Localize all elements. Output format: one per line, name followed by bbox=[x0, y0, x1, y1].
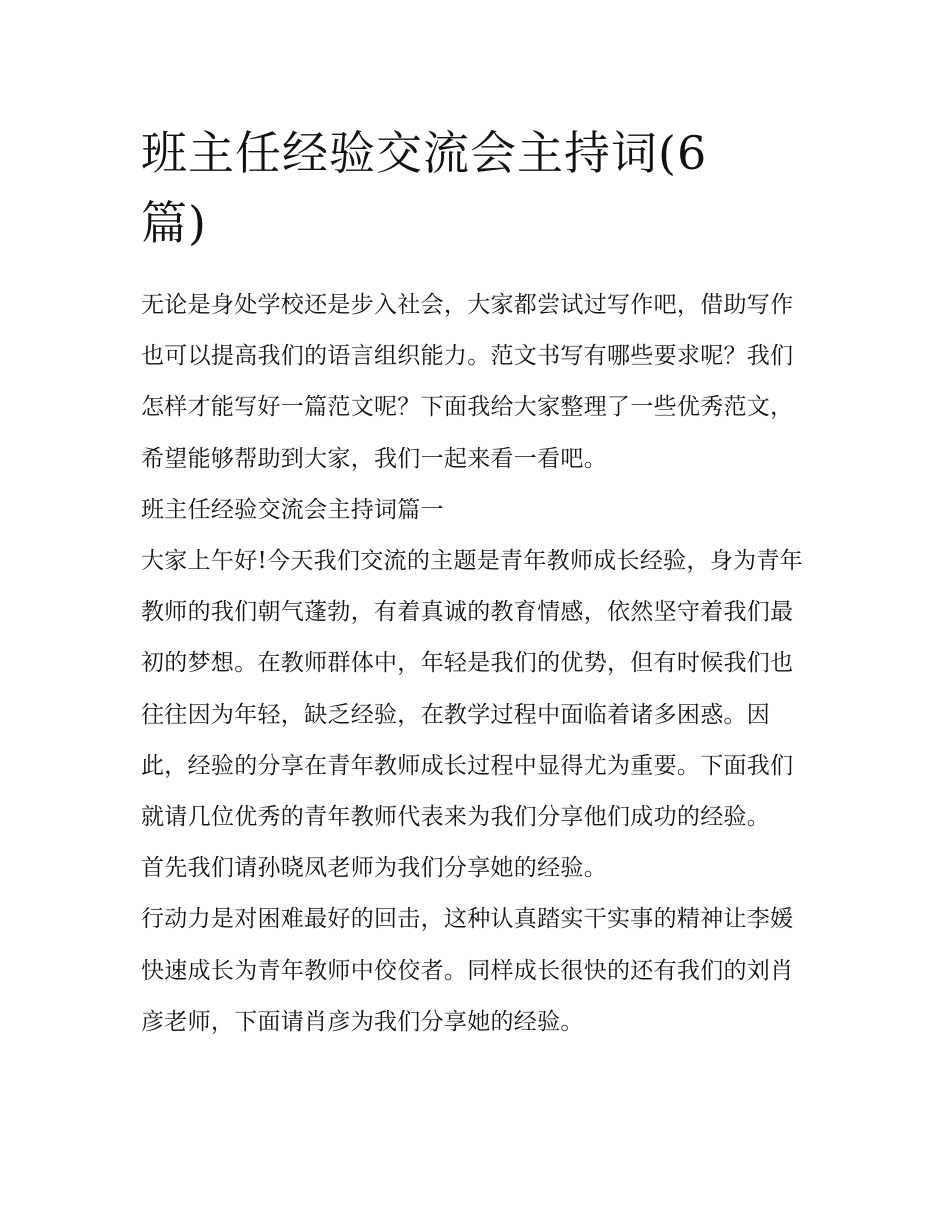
document-page bbox=[141, 118, 813, 1048]
section-heading: 班主任经验交流会主持词篇一 bbox=[141, 496, 444, 523]
body-paragraph: 行动力是对困难最好的回击，这种认真踏实干实事的精神让李媛快速成长为青年教师中佼佼者。同样成长很快的还有我们的刘肖彦老师，下面请肖彦为我们分享她的经验。 bbox=[141, 906, 794, 1035]
body-paragraph: 大家上午好!今天我们交流的主题是青年教师成长经验，身为青年教师的我们朝气蓬勃，有着真诚的教育情感，依然坚守着我们最初的梦想。在教师群体中，年轻是我们的优势，但有时候我们也往往因为年轻，缺乏经验，在教学过程中面临着诸多困惑。因此，经验的分享在青年教师成长过程中显得尤为重要。下面我们就请几位优秀的青年教师代表来为我们分享他们成功的经验。 bbox=[141, 548, 803, 831]
intro-paragraph: 无论是身处学校还是步入社会，大家都尝试过写作吧，借助写作也可以提高我们的语言组织能力。范文书写有哪些要求呢？我们怎样才能写好一篇范文呢？下面我给大家整理了一些优秀范文，希望能够帮助到大家，我们一起来看一看吧。 bbox=[141, 292, 794, 472]
document-body bbox=[141, 280, 813, 1048]
body-paragraph: 首先我们请孙晓凤老师为我们分享她的经验。 bbox=[141, 855, 607, 882]
document-title: 班主任经验交流会主持词(6篇) bbox=[141, 126, 708, 250]
